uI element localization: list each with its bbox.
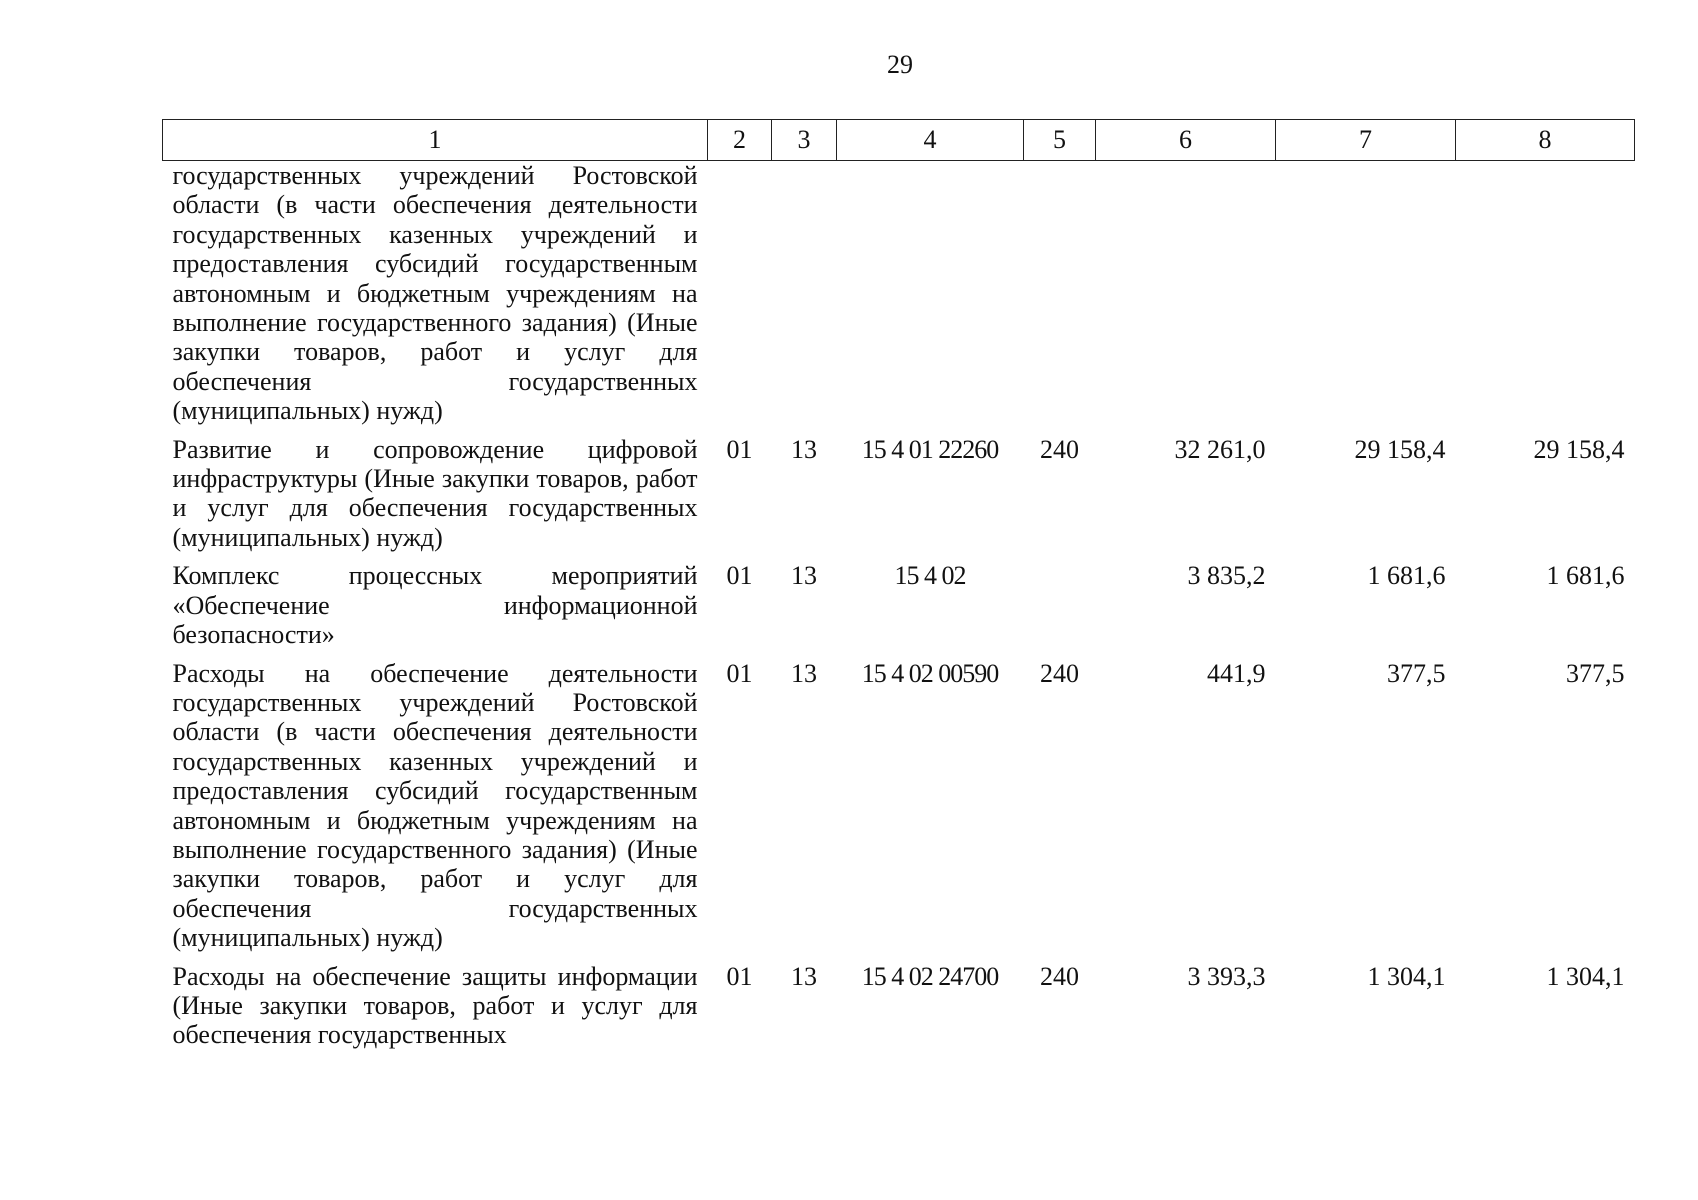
row-amount-col8: 1 304,1 [1546, 961, 1625, 991]
header-col-3: 3 [772, 120, 837, 161]
table-header [163, 120, 1635, 161]
row-expense-type: 240 [1040, 658, 1079, 688]
row-section: 01 [726, 561, 753, 591]
row-section: 01 [726, 658, 753, 688]
row-amount-col7: 29 158,4 [1354, 434, 1446, 464]
row-amount-col6: 441,9 [1207, 658, 1266, 688]
row-amount-col7: 1 681,6 [1367, 561, 1446, 591]
row-amount-col7: 377,5 [1387, 658, 1446, 688]
row-amount-col6 [1096, 161, 1276, 426]
table-row [163, 650, 1635, 953]
header-col-4: 4 [837, 120, 1024, 161]
row-target-code: 15 4 02 [894, 561, 966, 591]
row-target-code: 15 4 02 24700 [861, 961, 999, 991]
row-expense-type: 240 [1040, 434, 1079, 464]
row-subsection: 13 [791, 961, 817, 991]
table-row [163, 161, 1635, 426]
row-subsection: 13 [791, 658, 817, 688]
row-amount-col8 [1456, 161, 1635, 426]
row-section [708, 161, 772, 426]
header-col-6: 6 [1096, 120, 1276, 161]
row-amount-col8: 29 158,4 [1533, 434, 1625, 464]
row-amount-col8: 1 681,6 [1546, 561, 1625, 591]
row-description: государственных учреждений Ростовской области (в части обеспечения деятельности государственных казенных учреждений и предоставления субсидий государственным автономным и бюджетным учреждениям на выполнение государственного задания) (Иные закупки товаров, работ и услуг для обеспечения государственных (муниципальных) нужд) [172, 161, 698, 426]
row-amount-col6: 3 835,2 [1187, 561, 1266, 591]
table-row [163, 552, 1635, 649]
row-expense-type [1024, 552, 1096, 649]
header-col-8: 8 [1456, 120, 1635, 161]
header-col-5: 5 [1024, 120, 1096, 161]
row-amount-col8: 377,5 [1566, 658, 1625, 688]
table-body [163, 161, 1635, 1050]
header-col-2: 2 [708, 120, 772, 161]
row-subsection [772, 161, 837, 426]
row-subsection: 13 [791, 561, 817, 591]
page-number: 29 [887, 50, 913, 79]
row-amount-col6: 3 393,3 [1187, 961, 1266, 991]
row-target-code [837, 161, 1024, 426]
header-row [163, 120, 1635, 161]
table-row [163, 953, 1635, 1050]
header-col-1: 1 [163, 120, 708, 161]
header-col-7: 7 [1276, 120, 1456, 161]
row-amount-col7 [1276, 161, 1456, 426]
row-section: 01 [726, 961, 753, 991]
row-section: 01 [726, 434, 753, 464]
row-description: Расходы на обеспечение защиты информации (Иные закупки товаров, работ и услуг для обеспечения государственных [172, 961, 698, 1050]
budget-table [162, 119, 1635, 1050]
row-expense-type [1024, 161, 1096, 426]
row-target-code: 15 4 01 22260 [861, 434, 999, 464]
row-description: Развитие и сопровождение цифровой инфраструктуры (Иные закупки товаров, работ и услуг для обеспечения государственных (муниципальных) нужд) [172, 434, 698, 552]
row-description: Комплекс процессных мероприятий «Обеспечение информационной безопасности» [172, 561, 698, 650]
row-subsection: 13 [791, 434, 817, 464]
table-row [163, 426, 1635, 553]
row-description: Расходы на обеспечение деятельности государственных учреждений Ростовской области (в части обеспечения деятельности государственных казенных учреждений и предоставления субсидий государственным автономным и бюджетным учреждениям на выполнение государственного задания) (Иные закупки товаров, работ и услуг для обеспечения государственных (муниципальных) нужд) [172, 658, 698, 953]
row-expense-type: 240 [1040, 961, 1079, 991]
row-target-code: 15 4 02 00590 [861, 658, 999, 688]
row-amount-col7: 1 304,1 [1367, 961, 1446, 991]
row-amount-col6: 32 261,0 [1174, 434, 1266, 464]
